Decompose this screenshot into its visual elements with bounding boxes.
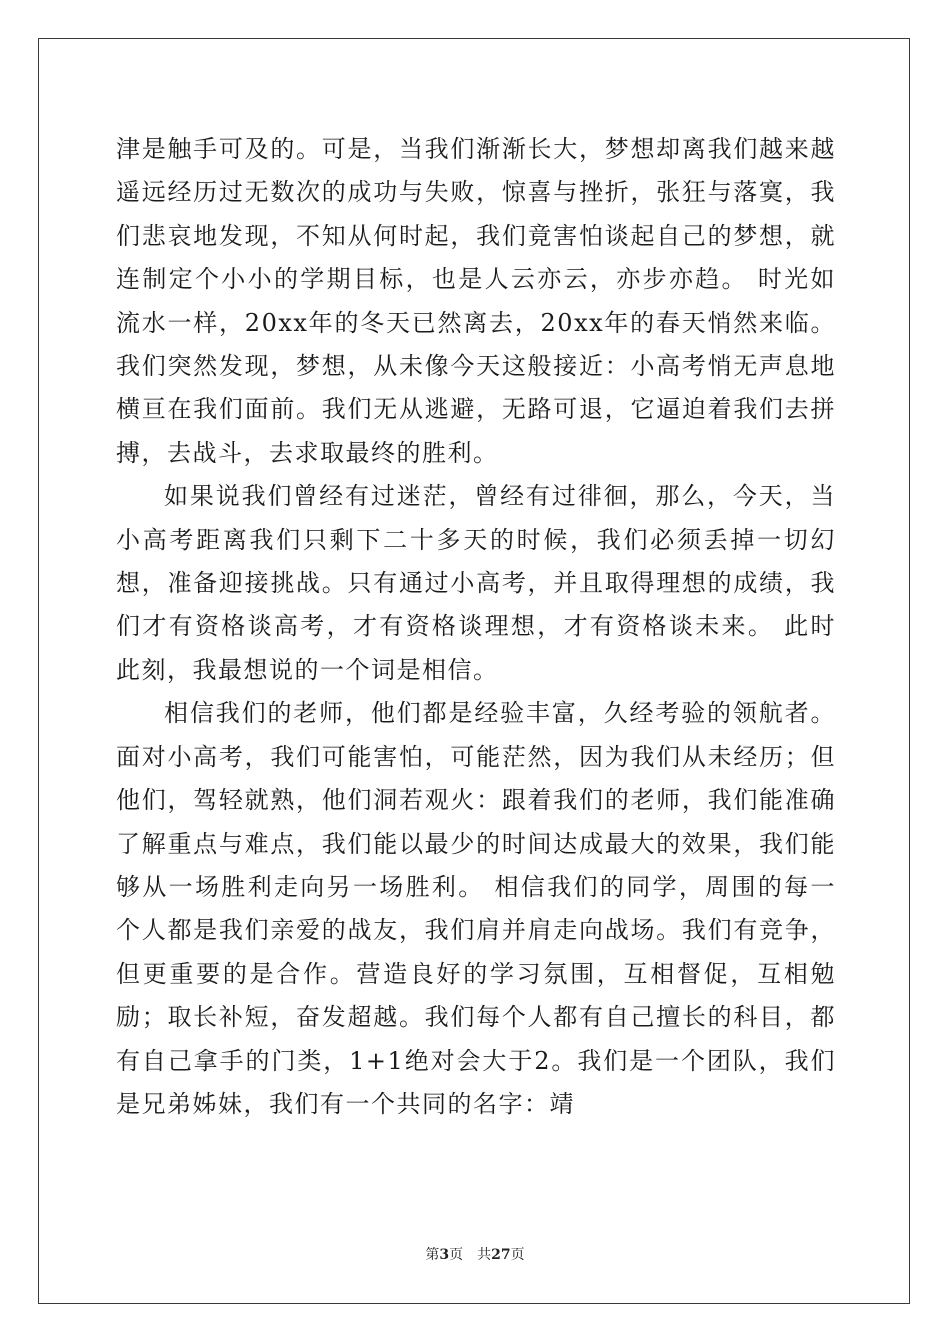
total-suffix: 页 xyxy=(510,1247,525,1263)
paragraph-2: 如果说我们曾经有过迷茫，曾经有过徘徊，那么，今天，当小高考距离我们只剩下二十多天的时候，我们必须丢掉一切幻想，准备迎接挑战。只有通过小高考，并且取得理想的成绩，我们才有资格谈高考，才有资格谈理想，才有资格谈未来。 此时此刻，我最想说的一个词是相信。 xyxy=(116,482,836,684)
document-body xyxy=(116,128,836,1126)
page-footer xyxy=(0,1244,950,1264)
paragraph-3: 相信我们的老师，他们都是经验丰富，久经考验的领航者。面对小高考，我们可能害怕，可能茫然，因为我们从未经历；但他们，驾轻就熟，他们洞若观火：跟着我们的老师，我们能准确了解重点与难点，我们能以最少的时间达成最大的效果，我们能够从一场胜利走向另一场胜利。 相信我们的同学，周围的每一个人都是我们亲爱的战友，我们肩并肩走向战场。我们有竞争，但更重要的是合作。营造良好的学习氛围，互相督促，互相勉励；取长补短，奋发超越。我们每个人都有自己擅长的科目，都有自己拿手的门类，1+1绝对会大于2。我们是一个团队，我们是兄弟姊妹，我们有一个共同的名字：靖 xyxy=(116,699,836,1118)
total-prefix: 共 xyxy=(477,1247,492,1263)
page-total-number: 27 xyxy=(491,1247,511,1263)
page-prefix: 第 xyxy=(425,1247,440,1263)
paragraph-1: 津是触手可及的。可是，当我们渐渐长大，梦想却离我们越来越遥远经历过无数次的成功与失败，惊喜与挫折，张狂与落寞，我们悲哀地发现，不知从何时起，我们竟害怕谈起自己的梦想，就连制定个小小的学期目标，也是人云亦云，亦步亦趋。 时光如流水一样，20xx年的冬天已然离去，20xx年的春天悄然来临。我们突然发现，梦想，从未像今天这般接近：小高考悄无声息地横亘在我们面前。我们无从逃避，无路可退，它逼迫着我们去拼搏，去战斗，去求取最终的胜利。 xyxy=(116,135,836,467)
page-current-number: 3 xyxy=(439,1247,450,1263)
page-suffix: 页 xyxy=(449,1247,464,1263)
